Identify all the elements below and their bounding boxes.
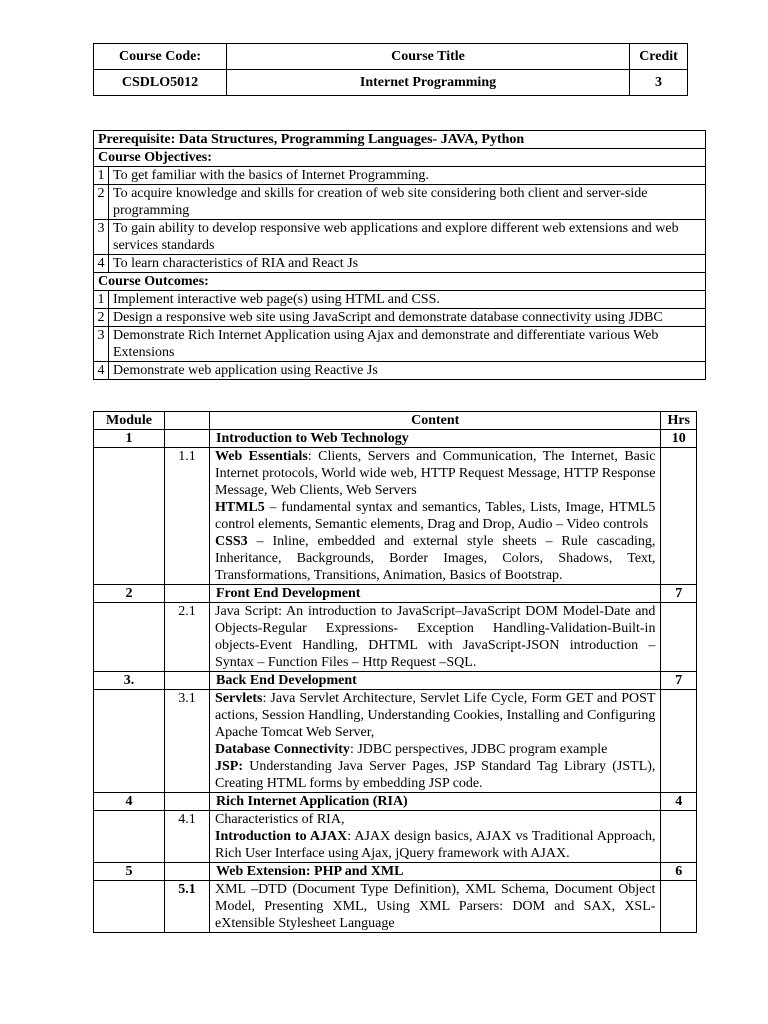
module-content xyxy=(210,881,661,933)
course-code-value: CSDLO5012 xyxy=(94,70,227,96)
content-paragraph xyxy=(215,533,655,584)
module-content-row xyxy=(94,603,697,672)
topic-heading: JSP: xyxy=(215,759,243,774)
outcome-row xyxy=(94,309,706,327)
course-title-value: Internet Programming xyxy=(227,70,630,96)
module-title: Back End Development xyxy=(210,672,661,690)
module-hours: 4 xyxy=(661,793,697,811)
hrs-header: Hrs xyxy=(661,412,697,430)
module-content xyxy=(210,690,661,793)
prerequisite-table xyxy=(93,130,706,380)
modules-body xyxy=(94,430,697,933)
submodule-number: 5.1 xyxy=(165,881,210,933)
outcome-text: Design a responsive web site using JavaScript and demonstrate database connectivity using JDBC xyxy=(109,309,706,327)
content-paragraph xyxy=(215,881,655,932)
topic-text: – fundamental syntax and semantics, Tables, Lists, Image, HTML5 control elements, Semantic elements, Drag and Drop, Audio – Video controls xyxy=(215,500,656,532)
module-title-row xyxy=(94,863,697,881)
topic-text: Java Script: An introduction to JavaScript–JavaScript DOM Model-Date and Objects-Regular Expressions- Exception Handling-Validation-Built-in objects-Event Handling, DHTML with JavaScript-JSON introduction – Syntax – Function Files – Http Request –SQL. xyxy=(215,604,656,670)
module-title-row xyxy=(94,793,697,811)
objective-row xyxy=(94,255,706,273)
submodule-number: 4.1 xyxy=(165,811,210,863)
module-content-row xyxy=(94,448,697,585)
outcome-row xyxy=(94,327,706,362)
module-hours: 10 xyxy=(661,430,697,448)
topic-heading: Web Essentials xyxy=(215,449,308,464)
objective-text: To learn characteristics of RIA and React Js xyxy=(109,255,706,273)
outcome-number: 3 xyxy=(94,327,109,362)
objective-text: To acquire knowledge and skills for creation of web site considering both client and server-side programming xyxy=(109,185,706,220)
content-paragraph xyxy=(215,603,655,671)
module-number: 4 xyxy=(94,793,165,811)
module-title-row xyxy=(94,672,697,690)
module-number: 3. xyxy=(94,672,165,690)
content-paragraph xyxy=(215,499,655,533)
credit-value: 3 xyxy=(630,70,688,96)
module-header: Module xyxy=(94,412,165,430)
topic-heading: CSS3 xyxy=(215,534,248,549)
modules-table xyxy=(93,411,697,933)
topic-text: XML –DTD (Document Type Definition), XML Schema, Document Object Model, Presenting XML, Using XML Parsers: DOM and SAX, XSL-eXtensible Stylesheet Language xyxy=(215,882,656,931)
module-number: 5 xyxy=(94,863,165,881)
module-number: 1 xyxy=(94,430,165,448)
module-content-row xyxy=(94,881,697,933)
objective-number: 3 xyxy=(94,220,109,255)
module-content xyxy=(210,448,661,585)
content-paragraph xyxy=(215,448,655,499)
outcome-text: Implement interactive web page(s) using HTML and CSS. xyxy=(109,291,706,309)
outcome-text: Demonstrate web application using Reactive Js xyxy=(109,362,706,380)
objective-number: 1 xyxy=(94,167,109,185)
module-hours: 7 xyxy=(661,672,697,690)
objective-row xyxy=(94,185,706,220)
module-content xyxy=(210,811,661,863)
content-paragraph xyxy=(215,758,655,792)
content-paragraph xyxy=(215,690,655,741)
objective-number: 4 xyxy=(94,255,109,273)
outcome-number: 4 xyxy=(94,362,109,380)
module-content-row xyxy=(94,811,697,863)
objective-row xyxy=(94,220,706,255)
topic-heading: HTML5 xyxy=(215,500,265,515)
submodule-number: 2.1 xyxy=(165,603,210,672)
content-paragraph xyxy=(215,828,655,862)
content-paragraph xyxy=(215,741,655,758)
module-number: 2 xyxy=(94,585,165,603)
outcome-number: 2 xyxy=(94,309,109,327)
outcome-number: 1 xyxy=(94,291,109,309)
content-header: Content xyxy=(210,412,661,430)
objective-text: To gain ability to develop responsive web applications and explore different web extensions and web services standards xyxy=(109,220,706,255)
topic-text: Understanding Java Server Pages, JSP Standard Tag Library (JSTL), Creating HTML forms by embedding JSP code. xyxy=(215,759,656,791)
topic-text: : AJAX design basics, AJAX vs Traditional Approach, Rich User Interface using Ajax, jQuery framework with AJAX. xyxy=(215,829,656,861)
topic-text: : JDBC perspectives, JDBC program example xyxy=(349,742,608,757)
topic-heading: Database Connectivity xyxy=(215,742,350,757)
outcome-text: Demonstrate Rich Internet Application using Ajax and demonstrate and differentiate various Web Extensions xyxy=(109,327,706,362)
topic-text: Characteristics of RIA, xyxy=(215,812,345,827)
submodule-number: 1.1 xyxy=(165,448,210,585)
prerequisite-text: Prerequisite: Data Structures, Programming Languages- JAVA, Python xyxy=(94,131,706,149)
module-hours: 7 xyxy=(661,585,697,603)
module-title: Web Extension: PHP and XML xyxy=(210,863,661,881)
module-title-row xyxy=(94,430,697,448)
topic-text: – Inline, embedded and external style sheets – Rule cascading, Inheritance, Backgrounds, Border Images, Colors, Shadows, Text, Transformations, Transitions, Animation, Basics of Bootstrap. xyxy=(215,534,656,583)
course-info-table xyxy=(93,43,688,96)
topic-text: : Java Servlet Architecture, Servlet Life Cycle, Form GET and POST actions, Session Handling, Understanding Cookies, Installing and Configuring Apache Tomcat Web Server, xyxy=(215,691,656,740)
module-hours: 6 xyxy=(661,863,697,881)
outcome-row xyxy=(94,362,706,380)
topic-text: : Clients, Servers and Communication, The Internet, Basic Internet protocols, World wide web, HTTP Request Message, HTTP Response Message, Web Clients, Web Servers xyxy=(215,449,656,498)
module-title: Introduction to Web Technology xyxy=(210,430,661,448)
course-title-header: Course Title xyxy=(227,44,630,70)
outcome-row xyxy=(94,291,706,309)
outcomes-title: Course Outcomes: xyxy=(94,273,706,291)
objectives-title: Course Objectives: xyxy=(94,149,706,167)
objective-text: To get familiar with the basics of Internet Programming. xyxy=(109,167,706,185)
module-title: Front End Development xyxy=(210,585,661,603)
module-content-row xyxy=(94,690,697,793)
submodule-number: 3.1 xyxy=(165,690,210,793)
topic-heading: Introduction to AJAX xyxy=(215,829,348,844)
module-content xyxy=(210,603,661,672)
credit-header: Credit xyxy=(630,44,688,70)
course-code-header: Course Code: xyxy=(94,44,227,70)
module-title-row xyxy=(94,585,697,603)
objective-row xyxy=(94,167,706,185)
topic-heading: Servlets xyxy=(215,691,263,706)
content-paragraph xyxy=(215,811,655,828)
objective-number: 2 xyxy=(94,185,109,220)
module-title: Rich Internet Application (RIA) xyxy=(210,793,661,811)
